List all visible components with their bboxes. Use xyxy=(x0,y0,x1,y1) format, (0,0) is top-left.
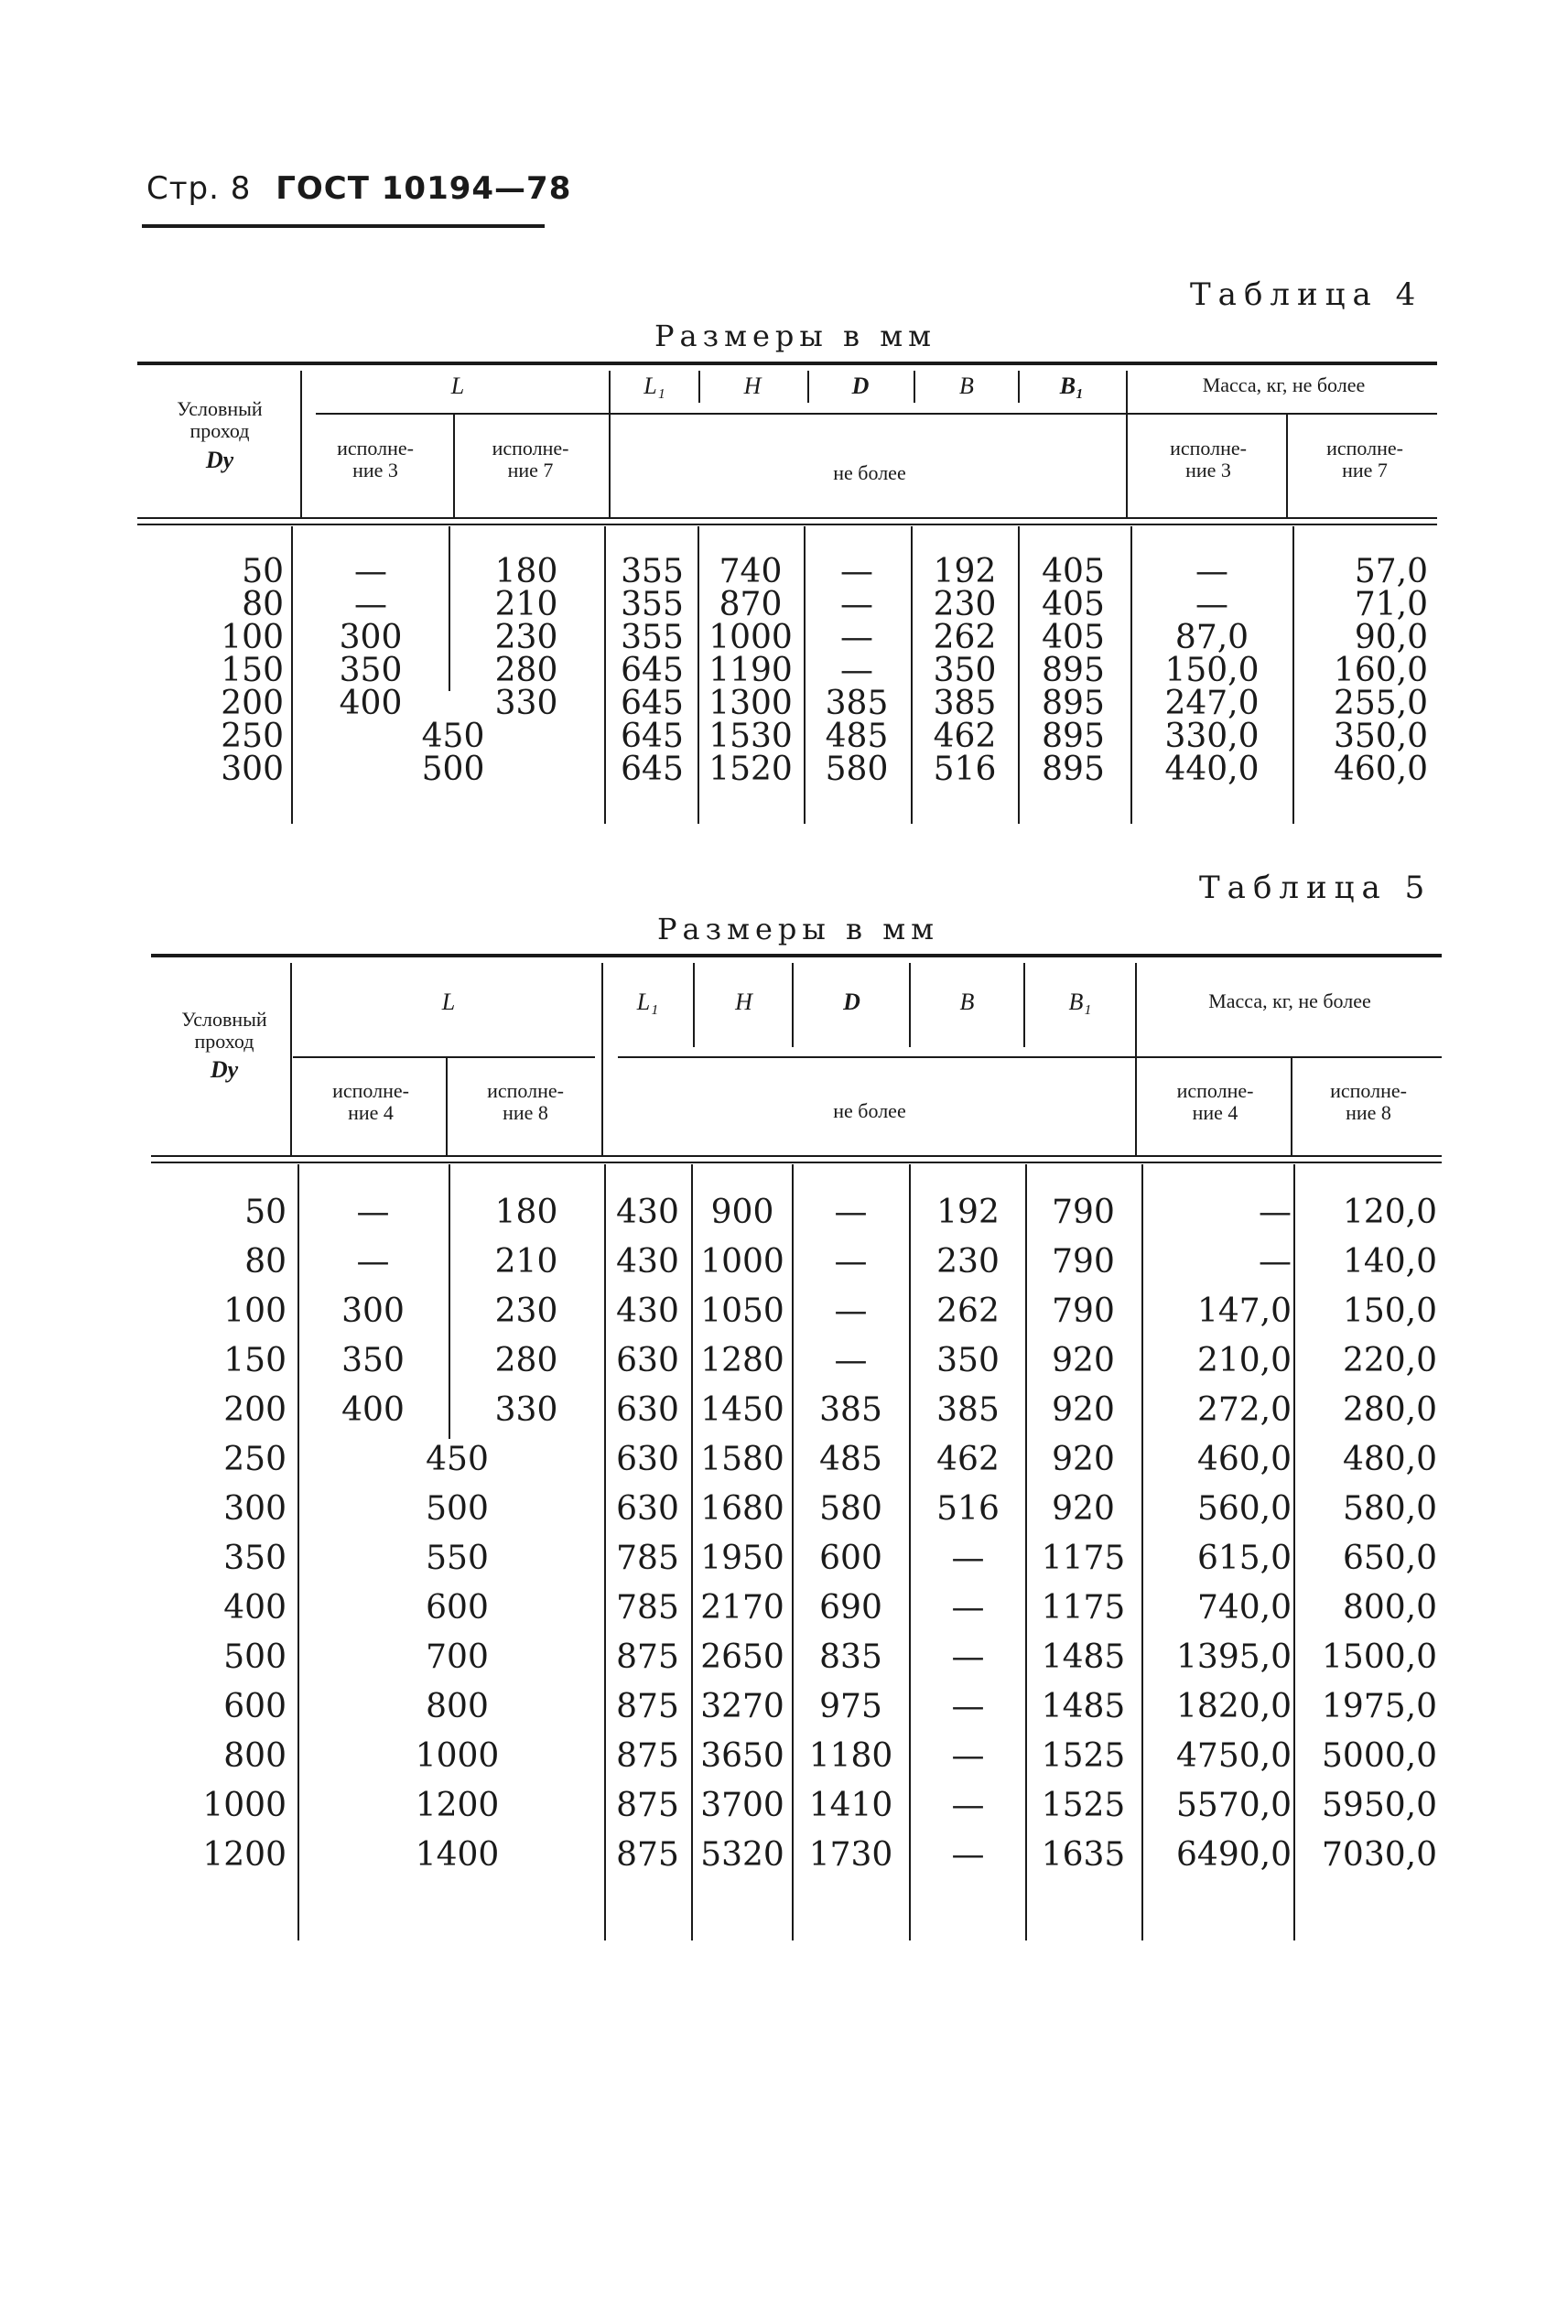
table-cell: 875 xyxy=(616,1638,679,1676)
table-cell: 460,0 xyxy=(1333,751,1428,788)
table-cell: 350 xyxy=(341,1342,405,1379)
table-cell: 975 xyxy=(819,1688,882,1725)
table4-col-dy-values xyxy=(192,553,284,788)
table4-col-B1: B₁ xyxy=(1059,373,1085,399)
table-cell: 600 xyxy=(426,1589,489,1627)
table-cell: 1190 xyxy=(708,652,793,689)
table-cell: 600 xyxy=(223,1688,287,1725)
table-cell: 385 xyxy=(936,1391,1000,1429)
table-cell: 262 xyxy=(933,619,997,656)
table-cell: 550 xyxy=(426,1540,489,1577)
table-cell: 1000 xyxy=(708,619,793,656)
table-cell xyxy=(458,720,595,753)
table5-col-dy: Условный проход xyxy=(181,1008,267,1053)
table-cell: 405 xyxy=(1042,553,1105,590)
table-cell: 2650 xyxy=(700,1638,784,1676)
table-cell: — xyxy=(951,1540,985,1577)
table-cell: — xyxy=(356,1243,390,1281)
header-rule xyxy=(142,224,545,228)
table-cell: 895 xyxy=(1042,718,1105,755)
page-number: Стр. 8 xyxy=(146,170,252,207)
table-cell: 1530 xyxy=(708,718,793,755)
table-cell: 560,0 xyxy=(1196,1490,1292,1528)
table-cell: 150 xyxy=(223,1342,287,1379)
table4-col-mass7-values xyxy=(1295,553,1428,788)
table-cell: 71,0 xyxy=(1354,586,1428,623)
table4-col-L: L xyxy=(450,373,465,399)
table4-col-B: B xyxy=(959,373,974,399)
table-cell: 1400 xyxy=(415,1836,500,1874)
table5-col-mass4-values xyxy=(1143,1188,1292,1880)
table-cell: 1175 xyxy=(1041,1540,1126,1577)
table-cell: 450 xyxy=(421,718,485,755)
table-cell: 247,0 xyxy=(1164,685,1260,722)
table-cell: 1000 xyxy=(700,1243,784,1281)
table-cell: 330,0 xyxy=(1164,718,1260,755)
table-cell: 385 xyxy=(825,685,889,722)
table-cell: 1525 xyxy=(1041,1737,1126,1775)
table-cell: 790 xyxy=(1052,1194,1115,1231)
table-cell: 480,0 xyxy=(1342,1441,1437,1478)
table5-col-B1-values xyxy=(1027,1188,1140,1880)
table-cell: 790 xyxy=(1052,1292,1115,1330)
table-cell xyxy=(453,1633,600,1682)
table-cell xyxy=(453,1831,600,1880)
table-cell: 3650 xyxy=(700,1737,784,1775)
table-cell: 385 xyxy=(819,1391,882,1429)
table-cell: 120,0 xyxy=(1342,1194,1437,1231)
table-cell: 790 xyxy=(1052,1243,1115,1281)
table5-col-L-sub4: исполне- ние 4 xyxy=(332,1079,409,1124)
table-cell: 262 xyxy=(936,1292,1000,1330)
table-cell: — xyxy=(840,619,873,656)
table-cell: — xyxy=(951,1589,985,1627)
table-cell: 580 xyxy=(819,1490,882,1528)
table-cell: 150,0 xyxy=(1342,1292,1437,1330)
table-cell: 875 xyxy=(616,1737,679,1775)
table5-col-mass-sub4: исполне- ние 4 xyxy=(1176,1079,1254,1124)
table-cell: 230 xyxy=(494,1292,558,1330)
table-cell: 645 xyxy=(621,685,684,722)
table-cell: 3700 xyxy=(700,1787,784,1824)
table-cell: 895 xyxy=(1042,685,1105,722)
table-cell: 500 xyxy=(223,1638,287,1676)
table-cell xyxy=(453,1534,600,1584)
table-cell: 330 xyxy=(494,685,558,722)
table-cell: 462 xyxy=(933,718,997,755)
table-cell: 350 xyxy=(936,1342,1000,1379)
table4-col-dy-symbol: Dу xyxy=(205,447,234,473)
table-cell: 580 xyxy=(825,751,889,788)
table-cell: 350 xyxy=(223,1540,287,1577)
table-cell: 920 xyxy=(1052,1441,1115,1478)
table5 xyxy=(151,954,1442,1961)
standard-code: ГОСТ 10194—78 xyxy=(276,170,572,207)
table4-col-B1-values xyxy=(1021,553,1126,788)
table-cell: 1730 xyxy=(808,1836,893,1874)
table-cell: 1580 xyxy=(700,1441,784,1478)
table-cell xyxy=(453,1435,600,1485)
table-cell: 1175 xyxy=(1041,1589,1126,1627)
table-cell: 580,0 xyxy=(1342,1490,1437,1528)
table5-col-L8-values xyxy=(453,1188,600,1880)
table-cell: 1300 xyxy=(708,685,793,722)
table-cell: 1200 xyxy=(202,1836,287,1874)
table-cell: 615,0 xyxy=(1196,1540,1292,1577)
table5-col-B: B xyxy=(959,989,975,1015)
table-cell: 516 xyxy=(936,1490,1000,1528)
table-cell: 920 xyxy=(1052,1391,1115,1429)
table-cell: 200 xyxy=(221,685,284,722)
table-cell: 740,0 xyxy=(1196,1589,1292,1627)
table-cell: 690 xyxy=(819,1589,882,1627)
table5-col-L: L xyxy=(441,989,456,1015)
table4-col-mass-sub7: исполне- ние 7 xyxy=(1326,437,1403,481)
table-cell: 500 xyxy=(421,751,485,788)
table-cell: 80 xyxy=(244,1243,287,1281)
table-cell: 230 xyxy=(936,1243,1000,1281)
table-cell: 140,0 xyxy=(1342,1243,1437,1281)
table-cell: 100 xyxy=(223,1292,287,1330)
table-cell: 3270 xyxy=(700,1688,784,1725)
table-cell: 180 xyxy=(494,1194,558,1231)
table-cell: 630 xyxy=(616,1391,679,1429)
table-cell: 485 xyxy=(819,1441,882,1478)
table-cell: 147,0 xyxy=(1196,1292,1292,1330)
table-cell: 230 xyxy=(494,619,558,656)
table-cell: 630 xyxy=(616,1441,679,1478)
table-cell: 255,0 xyxy=(1333,685,1428,722)
table4-col-mass-sub3: исполне- ние 3 xyxy=(1170,437,1247,481)
table5-col-H-values xyxy=(693,1188,792,1880)
table5-col-L1-values xyxy=(604,1188,691,1880)
table-cell: 785 xyxy=(616,1589,679,1627)
table-cell: 1000 xyxy=(202,1787,287,1824)
table-cell: 1050 xyxy=(700,1292,784,1330)
table-cell: — xyxy=(354,553,387,590)
table-cell: 1635 xyxy=(1041,1836,1126,1874)
table5-col-L4-values xyxy=(302,1188,500,1880)
table-cell: 6490,0 xyxy=(1176,1836,1292,1874)
table-cell: 210,0 xyxy=(1196,1342,1292,1379)
table-cell: 355 xyxy=(621,619,684,656)
table-cell: 440,0 xyxy=(1164,751,1260,788)
table-cell: 516 xyxy=(933,751,997,788)
page-header xyxy=(146,170,571,207)
table-cell: 800 xyxy=(223,1737,287,1775)
table4-label: Таблица 4 xyxy=(1190,276,1423,313)
table4-col-B-values xyxy=(914,553,1016,788)
table-cell: 300 xyxy=(223,1490,287,1528)
table-cell: 1520 xyxy=(708,751,793,788)
table-cell: 5000,0 xyxy=(1322,1737,1437,1775)
table5-col-D: D xyxy=(843,989,860,1015)
table-cell: — xyxy=(840,553,873,590)
table-cell: 920 xyxy=(1052,1490,1115,1528)
table-cell: — xyxy=(834,1243,868,1281)
table-cell: 280 xyxy=(494,652,558,689)
table-cell: 250 xyxy=(221,718,284,755)
table5-col-mass: Масса, кг, не более xyxy=(1208,989,1371,1012)
table-cell xyxy=(453,1682,600,1732)
table-cell: 1000 xyxy=(415,1737,500,1775)
table-cell: 1485 xyxy=(1041,1638,1126,1676)
table-cell: 400 xyxy=(341,1391,405,1429)
table-cell: 1975,0 xyxy=(1322,1688,1437,1725)
table-cell: 630 xyxy=(616,1490,679,1528)
table-cell: — xyxy=(354,586,387,623)
table4-col-L1-values xyxy=(609,553,696,788)
table5-col-B-values xyxy=(911,1188,1025,1880)
table5-no-more: не более xyxy=(833,1099,906,1122)
table4-col-mass: Масса, кг, не более xyxy=(1202,373,1366,396)
table-cell: 500 xyxy=(426,1490,489,1528)
table-cell: 1450 xyxy=(700,1391,784,1429)
table-cell: 875 xyxy=(616,1787,679,1824)
table-cell: 430 xyxy=(616,1243,679,1281)
table-cell: 350 xyxy=(933,652,997,689)
table-cell: 300 xyxy=(341,1292,405,1330)
table-cell: 920 xyxy=(1052,1342,1115,1379)
table-cell xyxy=(453,1485,600,1534)
table-cell: — xyxy=(951,1638,985,1676)
table-cell: 900 xyxy=(710,1194,774,1231)
table-cell: 385 xyxy=(933,685,997,722)
table-cell: 1395,0 xyxy=(1176,1638,1292,1676)
table-cell: 1180 xyxy=(808,1737,893,1775)
table-cell: 150,0 xyxy=(1164,652,1260,689)
table5-units: Размеры в мм xyxy=(657,912,939,946)
table-cell: — xyxy=(834,1194,868,1231)
table-cell: 430 xyxy=(616,1292,679,1330)
table5-col-L1: L₁ xyxy=(636,989,659,1015)
table5-col-D-values xyxy=(794,1188,908,1880)
table5-col-dy-symbol: Dу xyxy=(210,1056,239,1083)
table-cell: 450 xyxy=(426,1441,489,1478)
table-cell: 895 xyxy=(1042,652,1105,689)
table-cell: — xyxy=(951,1787,985,1824)
table-cell: — xyxy=(1195,586,1228,623)
table5-col-B1: B₁ xyxy=(1068,989,1092,1015)
table5-col-mass8-values xyxy=(1295,1188,1437,1880)
table-cell: 400 xyxy=(223,1589,287,1627)
table-cell: — xyxy=(1259,1194,1292,1231)
table-cell: 835 xyxy=(819,1638,882,1676)
table-cell: 405 xyxy=(1042,586,1105,623)
table5-col-L-sub8: исполне- ние 8 xyxy=(487,1079,564,1124)
table-cell: 350,0 xyxy=(1333,718,1428,755)
table-cell: 250 xyxy=(223,1441,287,1478)
table-cell: 300 xyxy=(221,751,284,788)
table-cell: — xyxy=(951,1688,985,1725)
table-cell: 700 xyxy=(426,1638,489,1676)
table-cell: 210 xyxy=(494,1243,558,1281)
table-cell: — xyxy=(951,1737,985,1775)
table-cell xyxy=(453,1584,600,1633)
table-cell: 87,0 xyxy=(1174,619,1249,656)
table4-col-L-sub7: исполне- ние 7 xyxy=(492,437,569,481)
table-cell: 192 xyxy=(933,553,997,590)
table-cell xyxy=(453,1732,600,1781)
table-cell: 5570,0 xyxy=(1176,1787,1292,1824)
table4-col-D-values xyxy=(806,553,908,788)
table-cell: — xyxy=(1195,553,1228,590)
table-cell: 90,0 xyxy=(1354,619,1428,656)
table-cell: 210 xyxy=(494,586,558,623)
table-cell: 645 xyxy=(621,718,684,755)
table4-col-H-values xyxy=(700,553,801,788)
table4-col-mass3-values xyxy=(1135,553,1289,788)
table4-col-H: H xyxy=(743,373,762,399)
table-cell: 4750,0 xyxy=(1176,1737,1292,1775)
table-cell: 57,0 xyxy=(1354,553,1428,590)
table4-units: Размеры в мм xyxy=(654,319,936,353)
table-cell: 50 xyxy=(244,1194,287,1231)
table-cell: 1200 xyxy=(415,1787,500,1824)
table-cell: 740 xyxy=(719,553,783,590)
table-cell: 355 xyxy=(621,586,684,623)
table5-label: Таблица 5 xyxy=(1199,870,1433,906)
table-cell: 405 xyxy=(1042,619,1105,656)
table5-col-mass-sub8: исполне- ние 8 xyxy=(1330,1079,1407,1124)
table-cell: — xyxy=(834,1292,868,1330)
table-cell: 485 xyxy=(825,718,889,755)
table-cell: 600 xyxy=(819,1540,882,1577)
table-cell: 645 xyxy=(621,751,684,788)
table-cell: — xyxy=(1259,1243,1292,1281)
table-cell: 630 xyxy=(616,1342,679,1379)
table-cell: 800 xyxy=(426,1688,489,1725)
table4-col-L7-values xyxy=(458,553,595,786)
table-cell: 350 xyxy=(339,652,403,689)
table4-no-more: не более xyxy=(833,461,906,484)
table-cell: 280,0 xyxy=(1342,1391,1437,1429)
table-cell: 1280 xyxy=(700,1342,784,1379)
table-cell: 875 xyxy=(616,1688,679,1725)
table-cell: 1680 xyxy=(700,1490,784,1528)
table5-col-dy-values xyxy=(178,1188,287,1880)
table-cell: 1950 xyxy=(700,1540,784,1577)
table4 xyxy=(137,362,1437,828)
table-cell: 180 xyxy=(494,553,558,590)
table-cell: 5320 xyxy=(700,1836,784,1874)
table-cell: 50 xyxy=(242,553,284,590)
table-cell: 1820,0 xyxy=(1176,1688,1292,1725)
table4-col-L3-values xyxy=(302,553,485,788)
table-cell: 200 xyxy=(223,1391,287,1429)
table-cell: 1485 xyxy=(1041,1688,1126,1725)
table-cell: 400 xyxy=(339,685,403,722)
table-cell: 355 xyxy=(621,553,684,590)
table-cell: 650,0 xyxy=(1342,1540,1437,1577)
table-cell: 280 xyxy=(494,1342,558,1379)
table-cell: 430 xyxy=(616,1194,679,1231)
table-cell: 80 xyxy=(242,586,284,623)
table-cell: 150 xyxy=(221,652,284,689)
table4-col-L1: L₁ xyxy=(643,373,665,399)
table-cell: 1410 xyxy=(808,1787,893,1824)
table-cell: 1500,0 xyxy=(1322,1638,1437,1676)
table4-col-D: D xyxy=(851,373,870,399)
table-cell: 160,0 xyxy=(1333,652,1428,689)
table-cell: 7030,0 xyxy=(1322,1836,1437,1874)
table-cell: — xyxy=(951,1836,985,1874)
table-cell: 100 xyxy=(221,619,284,656)
table-cell: 192 xyxy=(936,1194,1000,1231)
table-cell: 875 xyxy=(616,1836,679,1874)
table-cell: 645 xyxy=(621,652,684,689)
table-cell: 800,0 xyxy=(1342,1589,1437,1627)
table-cell: 330 xyxy=(494,1391,558,1429)
table-cell xyxy=(458,753,595,786)
table5-col-H: H xyxy=(735,989,752,1015)
table-cell: 870 xyxy=(719,586,783,623)
table-cell: 462 xyxy=(936,1441,1000,1478)
table-cell: — xyxy=(356,1194,390,1231)
table-cell: 1525 xyxy=(1041,1787,1126,1824)
table4-col-dy: Условный проход xyxy=(177,397,263,442)
table-cell: 895 xyxy=(1042,751,1105,788)
table4-col-L-sub3: исполне- ние 3 xyxy=(337,437,414,481)
table-cell: 230 xyxy=(933,586,997,623)
table-cell: — xyxy=(840,586,873,623)
table-cell: 220,0 xyxy=(1342,1342,1437,1379)
table-cell: 460,0 xyxy=(1196,1441,1292,1478)
table-cell: 300 xyxy=(339,619,403,656)
table-cell: 5950,0 xyxy=(1322,1787,1437,1824)
table-cell: 2170 xyxy=(700,1589,784,1627)
table-cell xyxy=(453,1781,600,1831)
table-cell: 785 xyxy=(616,1540,679,1577)
table-cell: — xyxy=(840,652,873,689)
table-cell: — xyxy=(834,1342,868,1379)
table-cell: 272,0 xyxy=(1196,1391,1292,1429)
